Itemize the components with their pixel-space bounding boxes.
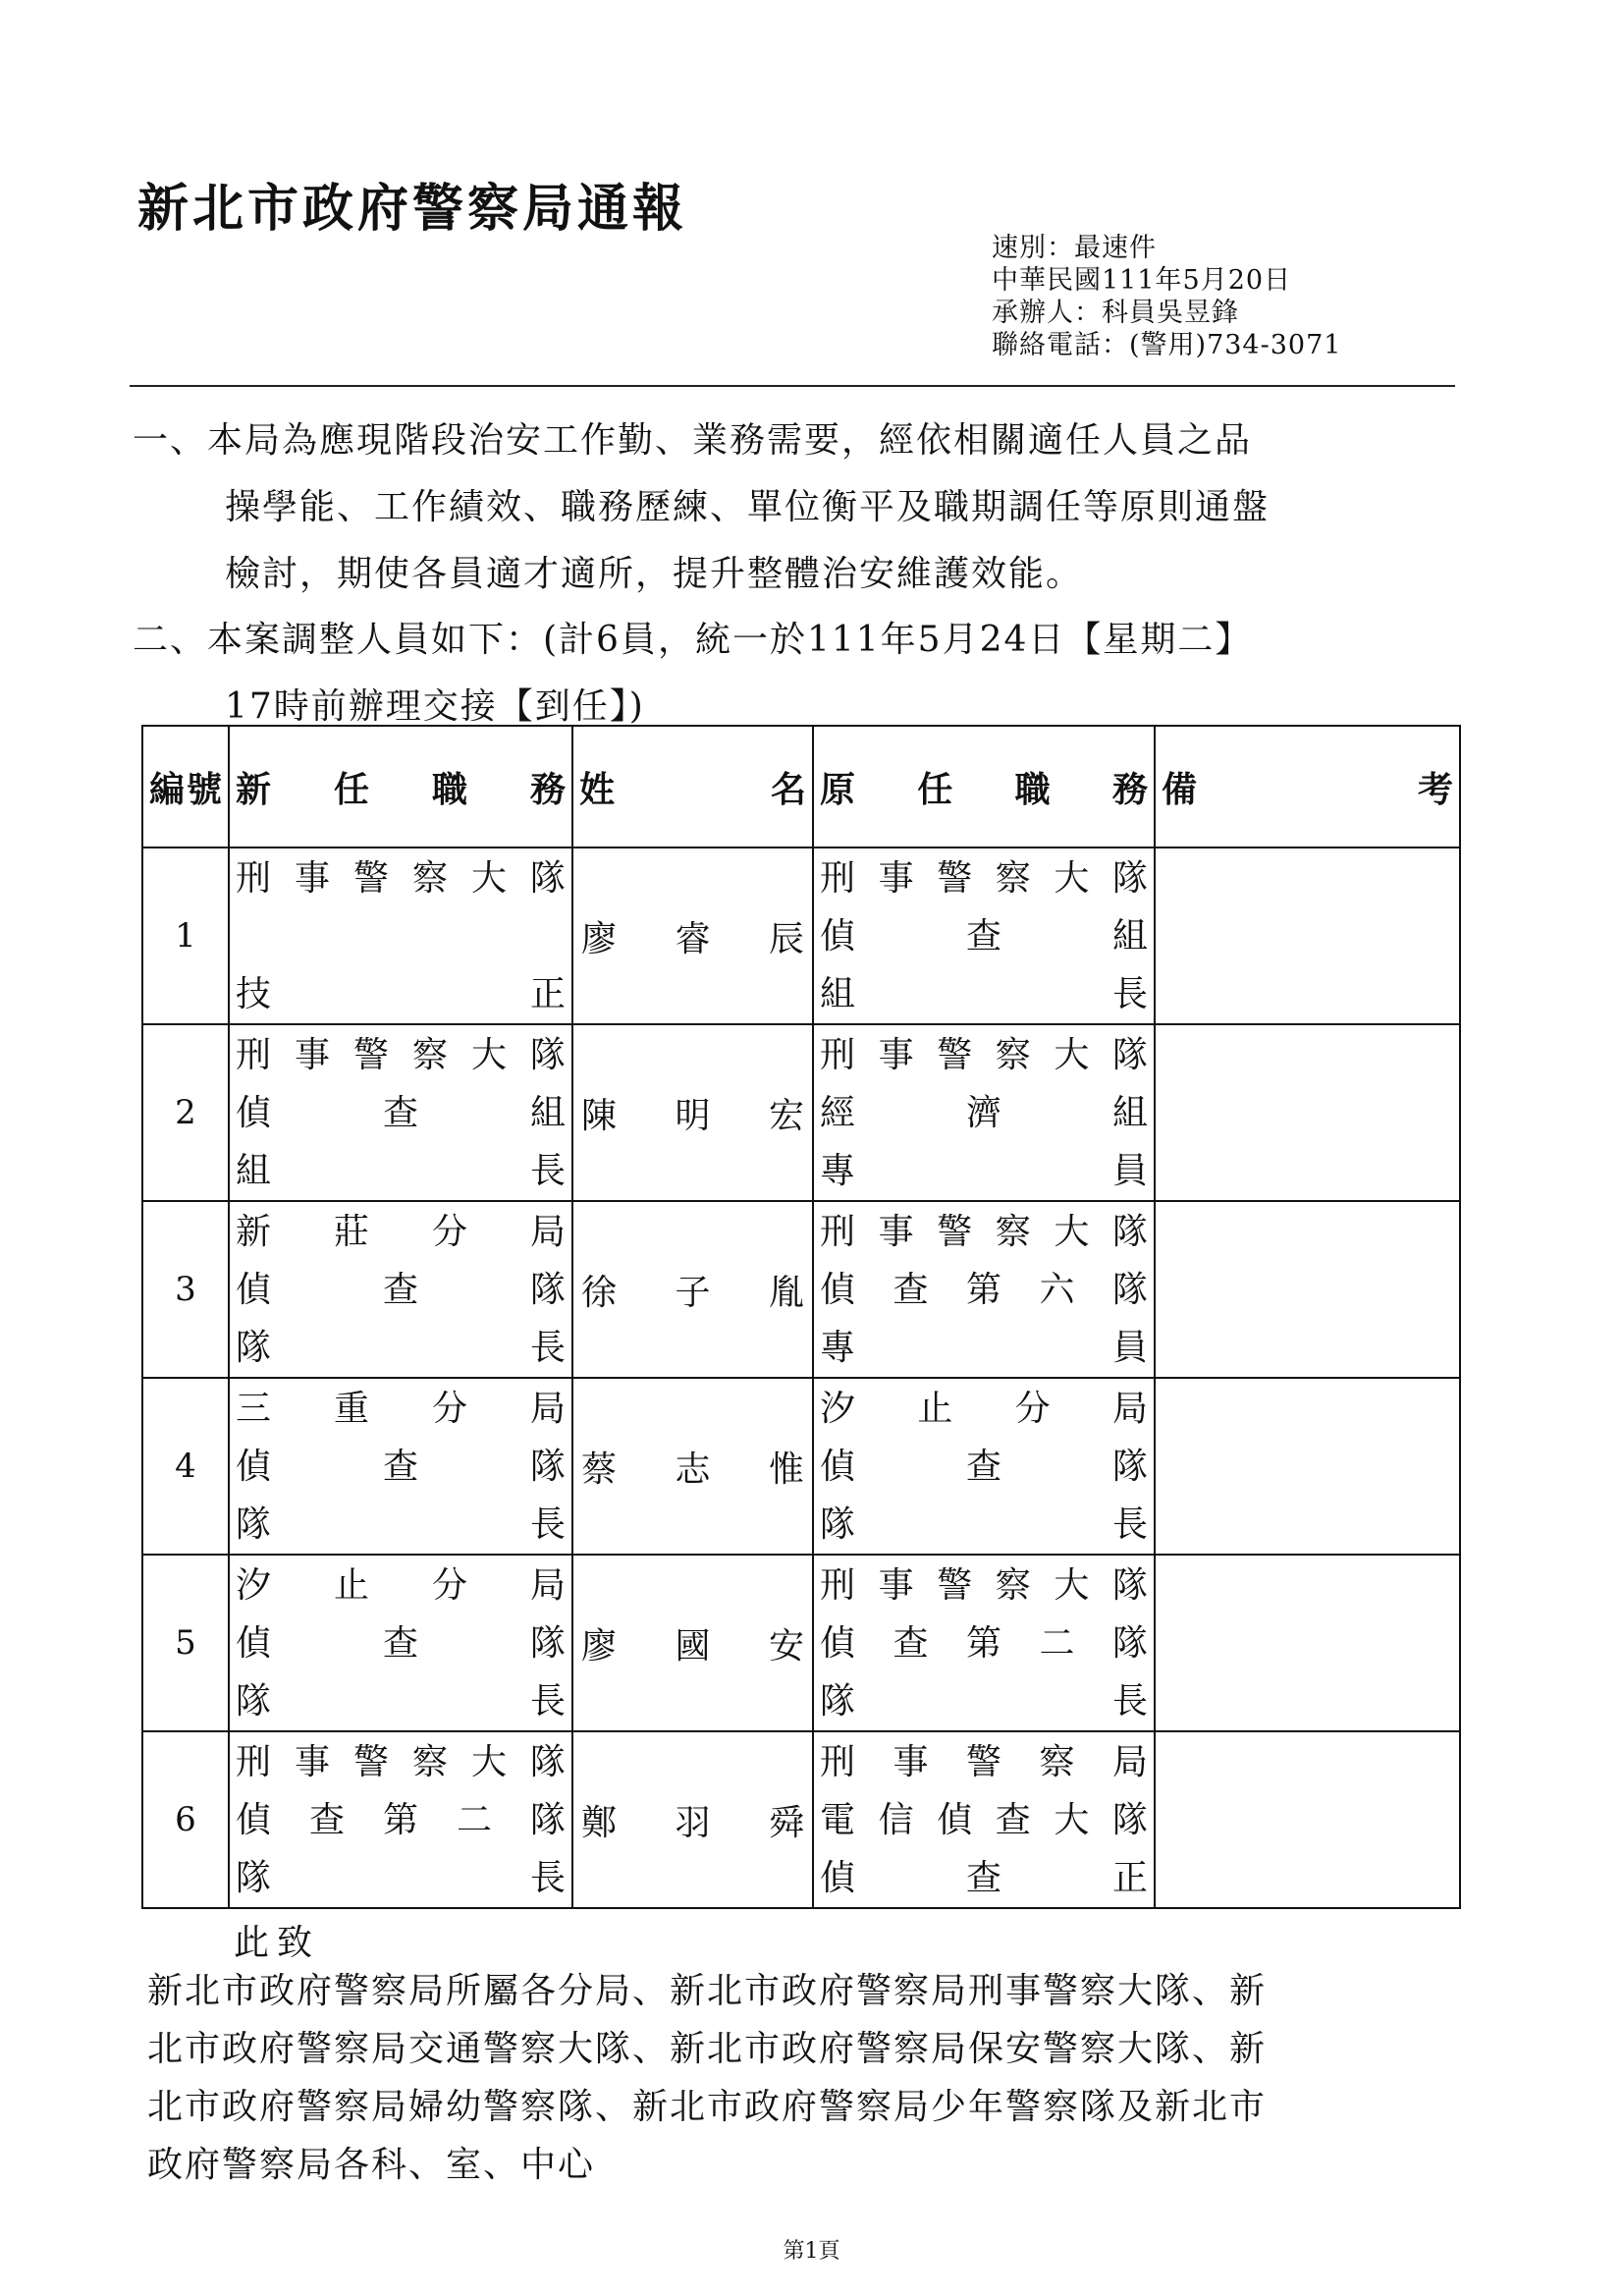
person-name — [573, 1265, 812, 1315]
glyph: 三 — [236, 1388, 272, 1429]
paragraph-one-line-3: 檢討，期使各員適才適所，提升整體治安維護效能。 — [225, 554, 1084, 594]
old-position-cell-line — [820, 1261, 1148, 1319]
old-position-cell-line — [820, 1849, 1148, 1907]
glyph: 查 — [382, 1622, 418, 1664]
new-position-cell-line — [236, 1142, 566, 1200]
old-position-cell-line — [820, 1672, 1148, 1730]
glyph: 偵 — [820, 1269, 856, 1310]
glyph: 偵 — [236, 1269, 272, 1310]
new-position-cell — [229, 847, 572, 1024]
old-position-cell — [813, 1731, 1155, 1908]
row-number: 3 — [142, 1201, 229, 1378]
header-divider — [130, 385, 1455, 387]
glyph: 察 — [1039, 1741, 1075, 1782]
paragraph-one-line-1: 一、本局為應現階段治安工作勤、業務需要，經依相關適任人員之品 — [133, 420, 1253, 461]
glyph: 正 — [1111, 1857, 1148, 1898]
glyph: 警 — [937, 1034, 973, 1075]
glyph: 警 — [352, 1741, 389, 1782]
recipients-line-2: 北市政府警察局交通警察大隊、新北市政府警察局保安警察大隊、新 — [147, 2029, 1268, 2069]
glyph: 二 — [1039, 1622, 1075, 1664]
new-position-cell-line — [236, 907, 566, 965]
glyph: 第 — [382, 1799, 418, 1840]
new-position-cell-line — [236, 1261, 566, 1319]
remarks-cell — [1155, 1024, 1460, 1201]
glyph: 鄭 — [581, 1802, 618, 1843]
glyph: 考 — [1417, 768, 1453, 810]
glyph: 重 — [333, 1388, 369, 1429]
glyph: 電 — [820, 1799, 856, 1840]
glyph: 隊 — [236, 1857, 272, 1898]
glyph: 睿 — [675, 918, 711, 959]
paragraph-two — [133, 607, 1252, 740]
glyph: 志 — [675, 1449, 711, 1490]
glyph: 分 — [431, 1211, 467, 1252]
glyph: 長 — [1111, 1680, 1148, 1722]
header-number — [142, 726, 229, 847]
glyph: 察 — [411, 857, 448, 899]
glyph: 事 — [878, 1564, 914, 1606]
glyph: 偵 — [820, 1857, 856, 1898]
new-position-cell — [229, 1555, 572, 1731]
table-row — [142, 1024, 1460, 1201]
name-cell — [572, 1555, 813, 1731]
glyph: 組 — [236, 1150, 272, 1191]
glyph: 隊 — [529, 1741, 566, 1782]
glyph: 長 — [1111, 1503, 1148, 1545]
glyph: 隊 — [1111, 1269, 1148, 1310]
glyph: 專 — [820, 1327, 856, 1368]
old-position-cell-line — [820, 1319, 1148, 1377]
glyph: 查 — [308, 1799, 345, 1840]
table-row — [142, 1555, 1460, 1731]
glyph: 查 — [382, 1092, 418, 1133]
header-remarks — [1155, 726, 1460, 847]
name-cell — [572, 1378, 813, 1555]
glyph: 隊 — [529, 1269, 566, 1310]
glyph: 刑 — [236, 1741, 272, 1782]
glyph: 蔡 — [581, 1449, 618, 1490]
person-name — [573, 1088, 812, 1138]
glyph: 專 — [820, 1150, 856, 1191]
glyph: 偵 — [236, 1622, 272, 1664]
contact-phone: 聯絡電話：(警用)734-3071 — [992, 330, 1342, 360]
glyph: 名 — [770, 768, 806, 810]
remarks-cell — [1155, 1378, 1460, 1555]
recipients-line-3: 北市政府警察局婦幼警察隊、新北市政府警察局少年警察隊及新北市 — [147, 2087, 1268, 2127]
glyph: 長 — [529, 1857, 566, 1898]
glyph: 第 — [965, 1622, 1001, 1664]
glyph: 編 — [149, 768, 186, 810]
glyph: 局 — [529, 1211, 566, 1252]
new-position-cell-line — [236, 1084, 566, 1142]
glyph: 隊 — [236, 1327, 272, 1368]
glyph: 舜 — [768, 1802, 804, 1843]
new-position-cell — [229, 1731, 572, 1908]
new-position-cell-line — [236, 1319, 566, 1377]
new-position-cell-line — [236, 1849, 566, 1907]
glyph: 查 — [893, 1622, 929, 1664]
glyph: 組 — [529, 1092, 566, 1133]
glyph: 事 — [294, 1034, 330, 1075]
new-position-cell-line — [236, 1672, 566, 1730]
row-number: 6 — [142, 1731, 229, 1908]
glyph: 刑 — [820, 1564, 856, 1606]
glyph: 察 — [995, 857, 1031, 899]
name-cell — [572, 1731, 813, 1908]
old-position-cell-line — [820, 1733, 1148, 1791]
new-position-cell-line — [236, 1791, 566, 1849]
glyph: 查 — [382, 1446, 418, 1487]
glyph: 警 — [352, 857, 389, 899]
glyph: 局 — [1111, 1388, 1148, 1429]
glyph: 信 — [878, 1799, 914, 1840]
recipients — [147, 1962, 1473, 2194]
glyph: 組 — [1111, 1092, 1148, 1133]
glyph: 隊 — [529, 1446, 566, 1487]
glyph: 長 — [529, 1680, 566, 1722]
glyph: 刑 — [820, 1741, 856, 1782]
glyph: 正 — [529, 973, 566, 1014]
glyph: 新 — [236, 1211, 272, 1252]
glyph: 職 — [431, 768, 467, 810]
table-row — [142, 1731, 1460, 1908]
glyph: 大 — [470, 857, 507, 899]
old-position-cell-line — [820, 1614, 1148, 1672]
glyph: 辰 — [768, 918, 804, 959]
glyph: 隊 — [1111, 1211, 1148, 1252]
glyph: 偵 — [820, 1446, 856, 1487]
glyph: 姓 — [579, 768, 616, 810]
glyph: 隊 — [1111, 1622, 1148, 1664]
row-number: 4 — [142, 1378, 229, 1555]
glyph: 安 — [768, 1625, 804, 1667]
paragraph-one — [133, 408, 1270, 608]
glyph: 隊 — [529, 1799, 566, 1840]
glyph: 二 — [456, 1799, 492, 1840]
document-meta — [992, 232, 1341, 361]
glyph: 隊 — [1111, 1034, 1148, 1075]
old-position-cell-line — [820, 1791, 1148, 1849]
glyph: 刑 — [236, 1034, 272, 1075]
glyph: 查 — [893, 1269, 929, 1310]
glyph: 隊 — [820, 1503, 856, 1545]
glyph: 大 — [1054, 1211, 1090, 1252]
glyph: 隊 — [529, 1622, 566, 1664]
glyph: 長 — [529, 1150, 566, 1191]
old-position-cell — [813, 1378, 1155, 1555]
table-row — [142, 847, 1460, 1024]
glyph: 濟 — [965, 1092, 1001, 1133]
paragraph-one-line-2: 操學能、工作績效、職務歷練、單位衡平及職期調任等原則通盤 — [225, 487, 1271, 527]
glyph: 隊 — [820, 1680, 856, 1722]
glyph: 事 — [294, 1741, 330, 1782]
old-position-cell — [813, 847, 1155, 1024]
paragraph-two-line-1: 二、本案調整人員如下：(計6員，統一於111年5月24日【星期二】 — [133, 620, 1253, 660]
glyph: 組 — [1111, 915, 1148, 957]
glyph: 查 — [965, 915, 1001, 957]
old-position-cell-line — [820, 1084, 1148, 1142]
glyph: 任 — [917, 768, 953, 810]
header-old-position — [813, 726, 1155, 847]
glyph: 察 — [995, 1034, 1031, 1075]
glyph: 大 — [1054, 1034, 1090, 1075]
glyph: 技 — [236, 973, 272, 1014]
glyph: 警 — [352, 1034, 389, 1075]
glyph: 職 — [1014, 768, 1051, 810]
glyph: 員 — [1111, 1327, 1148, 1368]
glyph: 明 — [675, 1095, 711, 1136]
row-number: 5 — [142, 1555, 229, 1731]
glyph: 汐 — [820, 1388, 856, 1429]
glyph: 長 — [529, 1327, 566, 1368]
glyph: 局 — [529, 1388, 566, 1429]
old-position-cell-line — [820, 1142, 1148, 1200]
glyph: 大 — [1054, 1799, 1090, 1840]
old-position-cell-line — [820, 1026, 1148, 1084]
old-position-cell — [813, 1555, 1155, 1731]
glyph: 分 — [1014, 1388, 1051, 1429]
table-row — [142, 1201, 1460, 1378]
old-position-cell-line — [820, 849, 1148, 907]
glyph: 隊 — [236, 1503, 272, 1545]
glyph: 新 — [236, 768, 272, 810]
new-position-cell-line — [236, 1380, 566, 1438]
glyph: 察 — [411, 1034, 448, 1075]
glyph: 長 — [529, 1503, 566, 1545]
glyph: 事 — [294, 857, 330, 899]
glyph: 查 — [965, 1446, 1001, 1487]
glyph: 廖 — [581, 1625, 618, 1667]
glyph: 止 — [917, 1388, 953, 1429]
recipients-line-4: 政府警察局各科、室、中心 — [147, 2145, 596, 2185]
row-number: 2 — [142, 1024, 229, 1201]
row-number: 1 — [142, 847, 229, 1024]
glyph: 羽 — [675, 1802, 711, 1843]
glyph: 子 — [675, 1272, 711, 1313]
glyph: 徐 — [581, 1272, 618, 1313]
glyph: 長 — [1111, 973, 1148, 1014]
issue-date: 中華民國111年5月20日 — [992, 265, 1292, 296]
glyph: 六 — [1039, 1269, 1075, 1310]
glyph: 事 — [878, 1211, 914, 1252]
person-name — [573, 1795, 812, 1845]
glyph: 偵 — [236, 1799, 272, 1840]
new-position-cell-line — [236, 1557, 566, 1614]
glyph: 警 — [965, 1741, 1001, 1782]
person-name — [573, 1442, 812, 1492]
old-position-cell-line — [820, 1380, 1148, 1438]
glyph: 分 — [431, 1564, 467, 1606]
glyph: 隊 — [529, 1034, 566, 1075]
glyph: 刑 — [820, 857, 856, 899]
glyph: 隊 — [1111, 857, 1148, 899]
remarks-cell — [1155, 847, 1460, 1024]
glyph: 大 — [1054, 857, 1090, 899]
old-position-cell-line — [820, 907, 1148, 965]
glyph: 大 — [470, 1034, 507, 1075]
glyph: 務 — [529, 768, 566, 810]
remarks-cell — [1155, 1555, 1460, 1731]
glyph: 員 — [1111, 1150, 1148, 1191]
glyph: 偵 — [820, 1622, 856, 1664]
glyph: 分 — [431, 1388, 467, 1429]
glyph: 偵 — [820, 915, 856, 957]
name-cell — [572, 847, 813, 1024]
glyph: 隊 — [236, 1680, 272, 1722]
glyph: 事 — [878, 1034, 914, 1075]
table-header-row — [142, 726, 1460, 847]
closing-phrase: 此致 — [234, 1923, 321, 1963]
header-name — [572, 726, 813, 847]
header-new-position — [229, 726, 572, 847]
new-position-cell-line — [236, 1026, 566, 1084]
new-position-cell-line — [236, 965, 566, 1023]
glyph: 國 — [675, 1625, 711, 1667]
glyph: 察 — [995, 1564, 1031, 1606]
name-cell — [572, 1024, 813, 1201]
new-position-cell-line — [236, 1733, 566, 1791]
glyph: 惟 — [768, 1449, 804, 1490]
page-number: 第1頁 — [783, 2239, 840, 2264]
old-position-cell-line — [820, 1203, 1148, 1261]
glyph: 大 — [470, 1741, 507, 1782]
glyph: 局 — [1111, 1741, 1148, 1782]
old-position-cell-line — [820, 1496, 1148, 1554]
glyph: 警 — [937, 1211, 973, 1252]
glyph: 偵 — [937, 1799, 973, 1840]
old-position-cell-line — [820, 1438, 1148, 1496]
glyph: 警 — [937, 857, 973, 899]
glyph: 偵 — [236, 1446, 272, 1487]
glyph: 隊 — [1111, 1446, 1148, 1487]
new-position-cell-line — [236, 1496, 566, 1554]
glyph: 刑 — [236, 857, 272, 899]
glyph: 止 — [333, 1564, 369, 1606]
glyph: 號 — [186, 768, 222, 810]
handler-label: 承辦人：科員吳昱鋒 — [992, 298, 1239, 328]
old-position-cell — [813, 1024, 1155, 1201]
glyph: 原 — [820, 768, 856, 810]
glyph: 宏 — [768, 1095, 804, 1136]
speed-label: 速別：最速件 — [992, 233, 1157, 263]
glyph: 胤 — [768, 1272, 804, 1313]
glyph: 經 — [820, 1092, 856, 1133]
new-position-cell — [229, 1201, 572, 1378]
glyph: 隊 — [1111, 1564, 1148, 1606]
new-position-cell-line — [236, 1438, 566, 1496]
new-position-cell-line — [236, 849, 566, 907]
new-position-cell-line — [236, 1614, 566, 1672]
glyph: 第 — [965, 1269, 1001, 1310]
glyph: 查 — [995, 1799, 1031, 1840]
glyph: 警 — [937, 1564, 973, 1606]
personnel-table — [141, 725, 1461, 1909]
person-name — [573, 1618, 812, 1668]
old-position-cell-line — [820, 1557, 1148, 1614]
name-cell — [572, 1201, 813, 1378]
glyph: 事 — [893, 1741, 929, 1782]
glyph: 察 — [411, 1741, 448, 1782]
glyph: 廖 — [581, 918, 618, 959]
glyph: 大 — [1054, 1564, 1090, 1606]
paragraph-two-line-2: 17時前辦理交接【到任】) — [225, 686, 645, 727]
glyph: 隊 — [529, 857, 566, 899]
glyph: 事 — [878, 857, 914, 899]
glyph: 務 — [1111, 768, 1148, 810]
glyph: 組 — [820, 973, 856, 1014]
glyph: 局 — [529, 1564, 566, 1606]
glyph: 偵 — [236, 1092, 272, 1133]
recipients-line-1: 新北市政府警察局所屬各分局、新北市政府警察局刑事警察大隊、新 — [147, 1971, 1268, 2011]
document-title: 新北市政府警察局通報 — [137, 179, 688, 239]
glyph: 陳 — [581, 1095, 618, 1136]
person-name — [573, 911, 812, 961]
remarks-cell — [1155, 1201, 1460, 1378]
glyph: 汐 — [236, 1564, 272, 1606]
new-position-cell-line — [236, 1203, 566, 1261]
glyph: 刑 — [820, 1211, 856, 1252]
glyph: 查 — [382, 1269, 418, 1310]
glyph: 備 — [1162, 768, 1198, 810]
glyph: 查 — [965, 1857, 1001, 1898]
old-position-cell-line — [820, 965, 1148, 1023]
old-position-cell — [813, 1201, 1155, 1378]
glyph: 刑 — [820, 1034, 856, 1075]
glyph: 任 — [333, 768, 369, 810]
new-position-cell — [229, 1024, 572, 1201]
glyph: 莊 — [333, 1211, 369, 1252]
glyph: 隊 — [1111, 1799, 1148, 1840]
new-position-cell — [229, 1378, 572, 1555]
glyph: 察 — [995, 1211, 1031, 1252]
remarks-cell — [1155, 1731, 1460, 1908]
table-row — [142, 1378, 1460, 1555]
